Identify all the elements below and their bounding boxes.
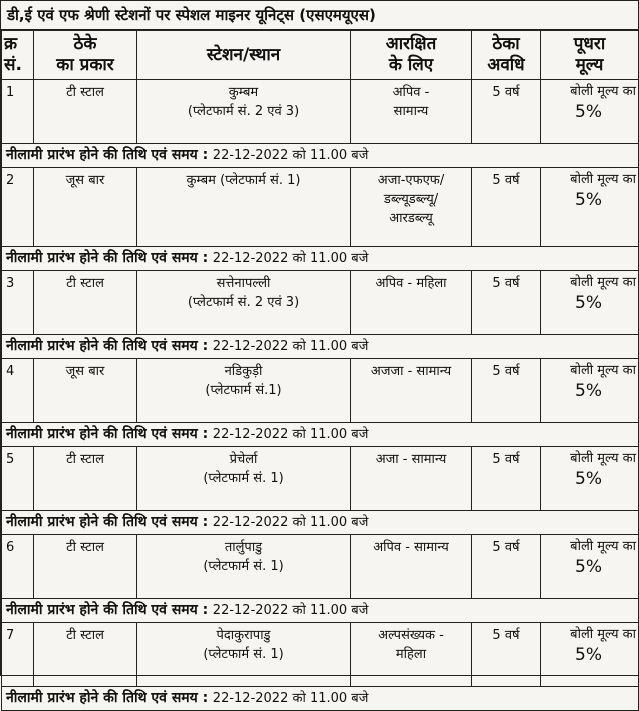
row-station: प्रेचेर्ला (प्लेटफार्म सं. 1) <box>137 447 351 511</box>
row-type: टी स्टाल <box>34 271 137 335</box>
auction-row <box>2 687 639 711</box>
auction-text: नीलामी प्रारंभ होने की तिथि एवं समय : 22-12-2022 को 11.00 बजे <box>2 423 639 447</box>
row-sn: 2 <box>2 168 34 247</box>
auction-text: नीलामी प्रारंभ होने की तिथि एवं समय : 22-12-2022 को 11.00 बजे <box>2 599 639 623</box>
row-price: बोली मूल्य का 5% <box>541 271 639 335</box>
row-type: जूस बार <box>34 359 137 423</box>
header-reserved: आरक्षित के लिए <box>351 31 472 80</box>
auction-row <box>2 247 639 271</box>
header-sn: क्र सं. <box>2 31 34 80</box>
table-row <box>2 359 639 423</box>
row-period: 5 वर्ष <box>472 535 541 599</box>
row-station: नडिकुड़ी (प्लेटफार्म सं.1) <box>137 359 351 423</box>
auction-row <box>2 511 639 535</box>
header-row <box>2 31 639 80</box>
row-sn: 6 <box>2 535 34 599</box>
row-type: टी स्टाल <box>34 623 137 687</box>
row-price: बोली मूल्य का 5% <box>541 623 639 687</box>
row-period: 5 वर्ष <box>472 80 541 144</box>
row-reserved: अजा-एफएफ/ डब्ल्यूडब्ल्यू/ आरडब्ल्यू <box>351 168 472 247</box>
row-type: जूस बार <box>34 168 137 247</box>
row-price: बोली मूल्य का 5% <box>541 447 639 511</box>
auction-row <box>2 423 639 447</box>
header-station: स्टेशन/स्थान <box>137 31 351 80</box>
row-period: 5 वर्ष <box>472 359 541 423</box>
row-station: कुम्बम (प्लेटफार्म सं. 1) <box>137 168 351 247</box>
row-reserved: अपिव - सामान्य <box>351 80 472 144</box>
header-period: ठेका अवधि <box>472 31 541 80</box>
row-period: 5 वर्ष <box>472 168 541 247</box>
row-reserved: अपिव - सामान्य <box>351 535 472 599</box>
row-sn: 7 <box>2 623 34 687</box>
row-sn: 3 <box>2 271 34 335</box>
auction-row <box>2 144 639 168</box>
table-row <box>2 168 639 247</box>
row-sn: 1 <box>2 80 34 144</box>
row-reserved: अजजा - सामान्य <box>351 359 472 423</box>
row-type: टी स्टाल <box>34 80 137 144</box>
auction-text: नीलामी प्रारंभ होने की तिथि एवं समय : 22-12-2022 को 11.00 बजे <box>2 687 639 711</box>
row-period: 5 वर्ष <box>472 271 541 335</box>
row-price: बोली मूल्य का 5% <box>541 535 639 599</box>
header-type: ठेके का प्रकार <box>34 31 137 80</box>
table-row <box>2 535 639 599</box>
table-body <box>2 80 639 711</box>
row-reserved: अपिव - महिला <box>351 271 472 335</box>
row-station: पेदाकुरापाडु (प्लेटफार्म सं. 1) <box>137 623 351 687</box>
row-sn: 4 <box>2 359 34 423</box>
auction-text: नीलामी प्रारंभ होने की तिथि एवं समय : 22-12-2022 को 11.00 बजे <box>2 144 639 168</box>
row-sn: 5 <box>2 447 34 511</box>
table-row <box>2 271 639 335</box>
notice-title: डी,ई एवं एफ श्रेणी स्टेशनों पर स्पेशल माइनर यूनिट्स (एसएमयूएस) <box>1 1 638 30</box>
row-reserved: अल्पसंख्यक - महिला <box>351 623 472 687</box>
auction-text: नीलामी प्रारंभ होने की तिथि एवं समय : 22-12-2022 को 11.00 बजे <box>2 335 639 359</box>
auction-row <box>2 335 639 359</box>
row-type: टी स्टाल <box>34 447 137 511</box>
row-period: 5 वर्ष <box>472 447 541 511</box>
row-price: बोली मूल्य का 5% <box>541 80 639 144</box>
auction-text: नीलामी प्रारंभ होने की तिथि एवं समय : 22-12-2022 को 11.00 बजे <box>2 511 639 535</box>
table-row <box>2 80 639 144</box>
table-row <box>2 447 639 511</box>
auction-text: नीलामी प्रारंभ होने की तिथि एवं समय : 22-12-2022 को 11.00 बजे <box>2 247 639 271</box>
row-price: बोली मूल्य का 5% <box>541 359 639 423</box>
row-reserved: अजा - सामान्य <box>351 447 472 511</box>
auction-row <box>2 599 639 623</box>
row-station: कुम्बम (प्लेटफार्म सं. 2 एवं 3) <box>137 80 351 144</box>
row-station: सत्तेनापल्ली (प्लेटफार्म सं. 2 एवं 3) <box>137 271 351 335</box>
table-row <box>2 623 639 687</box>
row-period: 5 वर्ष <box>472 623 541 687</box>
header-price: पूधरा मूल्य <box>541 31 639 80</box>
row-station: तार्लुपाडु (प्लेटफार्म सं. 1) <box>137 535 351 599</box>
row-price: बोली मूल्य का 5% <box>541 168 639 247</box>
row-type: टी स्टाल <box>34 535 137 599</box>
units-table <box>1 30 639 711</box>
